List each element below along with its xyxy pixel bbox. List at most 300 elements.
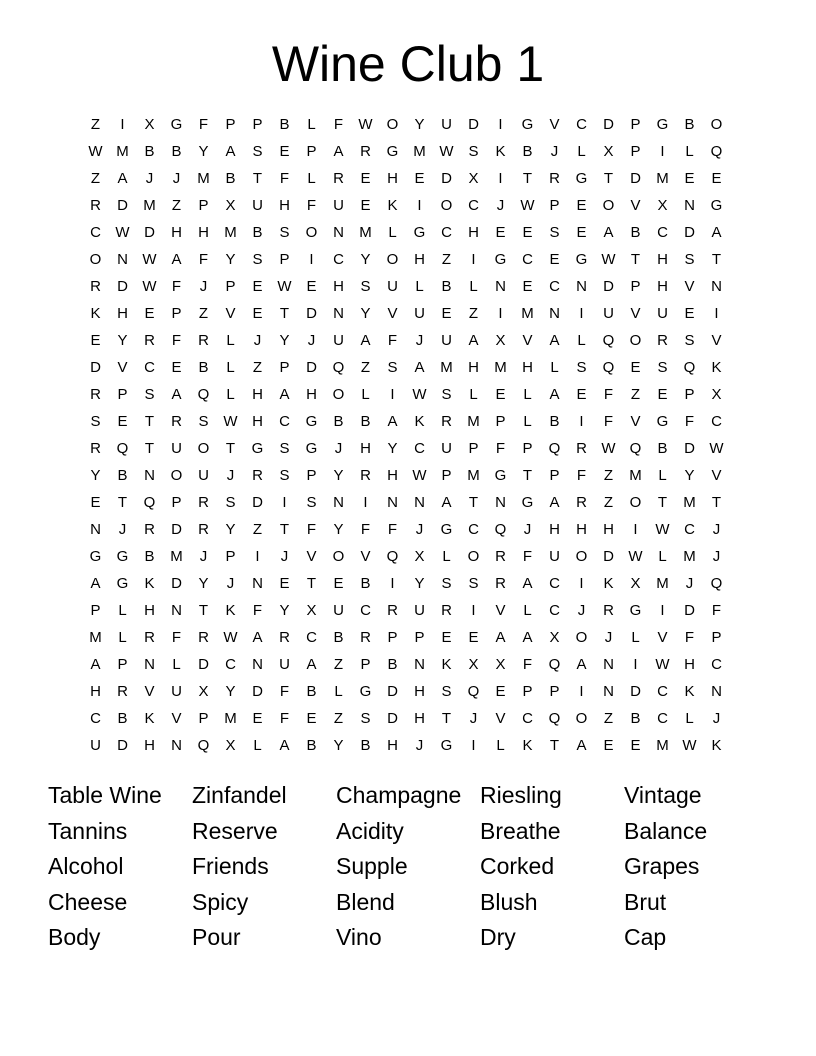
grid-letter: V — [495, 602, 506, 619]
grid-letter: E — [360, 197, 371, 214]
grid-letter: H — [90, 683, 101, 700]
grid-letter: W — [142, 251, 157, 268]
grid-letter: R — [171, 413, 182, 430]
grid-letter: N — [414, 656, 425, 673]
grid-letter: U — [252, 197, 263, 214]
grid-letter: L — [685, 710, 694, 727]
grid-letter: J — [307, 332, 316, 349]
grid-letter: F — [684, 629, 695, 646]
grid-letter: F — [171, 278, 182, 295]
grid-letter: E — [441, 629, 452, 646]
grid-letter: L — [307, 116, 316, 133]
grid-letter: B — [684, 116, 695, 133]
word-list-item: Table Wine — [48, 782, 162, 808]
grid-letter: I — [417, 197, 422, 214]
letter-grid — [82, 111, 730, 759]
grid-letter: E — [468, 629, 479, 646]
grid-letter: V — [711, 467, 722, 484]
grid-letter: H — [468, 359, 479, 376]
grid-letter: Q — [332, 359, 345, 376]
grid-letter: A — [495, 629, 506, 646]
grid-letter: K — [603, 575, 614, 592]
grid-letter: E — [522, 278, 533, 295]
page-title: Wine Club 1 — [271, 36, 545, 92]
grid-letter: B — [198, 359, 209, 376]
grid-letter: I — [282, 494, 287, 511]
grid-letter: P — [225, 278, 236, 295]
grid-letter: E — [279, 575, 290, 592]
grid-letter: Q — [629, 440, 642, 457]
grid-letter: I — [579, 305, 584, 322]
grid-letter: G — [413, 224, 426, 241]
grid-letter: C — [522, 251, 533, 268]
grid-letter: U — [171, 440, 182, 457]
grid-letter: V — [630, 305, 641, 322]
grid-letter: K — [90, 305, 101, 322]
grid-letter: H — [549, 521, 560, 538]
word-list-item: Spicy — [192, 888, 249, 915]
grid-letter: O — [332, 548, 345, 565]
grid-letter: J — [415, 332, 424, 349]
grid-letter: V — [171, 710, 182, 727]
grid-letter: Z — [90, 170, 101, 187]
grid-letter: P — [306, 143, 317, 160]
grid-letter: C — [90, 224, 101, 241]
grid-letter: H — [468, 224, 479, 241]
word-list-item: Blush — [480, 888, 538, 915]
grid-letter: W — [520, 197, 535, 214]
grid-letter: M — [683, 548, 696, 565]
grid-letter: T — [522, 467, 533, 484]
grid-letter: G — [629, 602, 642, 619]
grid-letter: A — [360, 332, 371, 349]
grid-letter: M — [440, 359, 453, 376]
grid-letter: I — [498, 305, 503, 322]
grid-letter: J — [523, 521, 532, 538]
grid-letter: L — [469, 278, 478, 295]
grid-letter: R — [333, 170, 344, 187]
word-list-item: Champagne — [336, 782, 462, 808]
grid-letter: Y — [279, 332, 290, 349]
grid-letter: D — [252, 494, 263, 511]
grid-letter: H — [198, 224, 209, 241]
grid-letter: L — [658, 467, 667, 484]
grid-letter: F — [603, 413, 614, 430]
grid-letter: Z — [441, 251, 452, 268]
grid-letter: P — [171, 305, 182, 322]
grid-letter: S — [576, 359, 587, 376]
grid-letter: C — [576, 116, 587, 133]
grid-letter: U — [279, 656, 290, 673]
grid-letter: L — [577, 143, 586, 160]
grid-letter: M — [224, 224, 237, 241]
grid-letter: G — [305, 413, 318, 430]
grid-letter: U — [441, 440, 452, 457]
grid-letter: F — [198, 251, 209, 268]
grid-letter: A — [441, 494, 452, 511]
grid-letter: J — [226, 467, 235, 484]
grid-letter: N — [549, 305, 560, 322]
grid-letter: H — [684, 656, 695, 673]
grid-letter: C — [225, 656, 236, 673]
grid-letter: I — [471, 251, 476, 268]
grid-letter: R — [90, 440, 101, 457]
grid-letter: I — [255, 548, 260, 565]
grid-letter: U — [333, 332, 344, 349]
grid-letter: C — [306, 629, 317, 646]
grid-letter: M — [467, 413, 480, 430]
grid-letter: Y — [198, 143, 209, 160]
word-list-item: Grapes — [624, 853, 700, 879]
word-list-item: Brut — [624, 888, 667, 915]
grid-letter: N — [684, 197, 695, 214]
grid-letter: N — [711, 278, 722, 295]
grid-letter: A — [306, 656, 317, 673]
grid-letter: A — [225, 143, 236, 160]
grid-letter: M — [224, 710, 237, 727]
grid-letter: Z — [90, 116, 101, 133]
grid-letter: Y — [225, 251, 236, 268]
grid-letter: I — [471, 602, 476, 619]
grid-letter: L — [118, 629, 127, 646]
grid-letter: D — [117, 737, 128, 754]
grid-letter: E — [306, 278, 317, 295]
grid-letter: C — [711, 413, 722, 430]
grid-letter: E — [630, 737, 641, 754]
grid-letter: E — [414, 170, 425, 187]
grid-letter: N — [495, 494, 506, 511]
grid-letter: K — [441, 656, 452, 673]
grid-letter: K — [711, 737, 722, 754]
grid-letter: K — [495, 143, 506, 160]
grid-letter: S — [198, 413, 209, 430]
grid-letter: H — [306, 386, 317, 403]
grid-letter: J — [415, 737, 424, 754]
grid-letter: Z — [603, 467, 614, 484]
grid-letter: Y — [225, 683, 236, 700]
grid-letter: B — [630, 710, 641, 727]
grid-letter: Q — [467, 683, 480, 700]
grid-letter: T — [549, 737, 560, 754]
grid-letter: P — [90, 602, 101, 619]
grid-letter: F — [495, 440, 506, 457]
grid-letter: F — [333, 116, 344, 133]
grid-letter: L — [388, 224, 397, 241]
grid-letter: I — [660, 143, 665, 160]
grid-letter: N — [333, 224, 344, 241]
grid-letter: W — [88, 143, 103, 160]
grid-letter: H — [414, 683, 425, 700]
grid-letter: M — [521, 305, 534, 322]
grid-letter: R — [252, 467, 263, 484]
grid-letter: A — [90, 656, 101, 673]
grid-letter: T — [522, 170, 533, 187]
grid-letter: V — [225, 305, 236, 322]
grid-letter: Q — [548, 440, 561, 457]
grid-letter: C — [549, 575, 560, 592]
grid-letter: M — [89, 629, 102, 646]
grid-letter: E — [495, 386, 506, 403]
grid-letter: E — [495, 683, 506, 700]
grid-letter: W — [709, 440, 724, 457]
grid-letter: L — [523, 386, 532, 403]
grid-letter: P — [522, 440, 533, 457]
grid-letter: E — [630, 359, 641, 376]
grid-letter: T — [144, 440, 155, 457]
grid-letter: U — [657, 305, 668, 322]
grid-letter: A — [549, 386, 560, 403]
grid-letter: B — [144, 143, 155, 160]
grid-letter: Z — [252, 359, 263, 376]
grid-letter: C — [468, 197, 479, 214]
grid-letter: N — [252, 656, 263, 673]
grid-letter: M — [170, 548, 183, 565]
grid-letter: E — [90, 332, 101, 349]
grid-letter: L — [172, 656, 181, 673]
grid-letter: I — [363, 494, 368, 511]
grid-letter: N — [144, 656, 155, 673]
grid-letter: N — [387, 494, 398, 511]
grid-letter: Q — [602, 332, 615, 349]
grid-letter: B — [279, 116, 290, 133]
grid-letter: J — [712, 548, 721, 565]
grid-letter: X — [603, 143, 614, 160]
grid-letter: C — [468, 521, 479, 538]
grid-letter: V — [360, 548, 371, 565]
grid-letter: U — [90, 737, 101, 754]
grid-letter: V — [657, 629, 668, 646]
grid-letter: A — [90, 575, 101, 592]
grid-letter: D — [306, 359, 317, 376]
grid-letter: V — [630, 413, 641, 430]
grid-letter: Z — [252, 521, 263, 538]
grid-letter: R — [576, 440, 587, 457]
grid-letter: J — [712, 521, 721, 538]
grid-letter: E — [603, 737, 614, 754]
grid-letter: G — [710, 197, 723, 214]
grid-letter: D — [684, 224, 695, 241]
grid-letter: D — [603, 116, 614, 133]
grid-letter: H — [144, 602, 155, 619]
grid-letter: J — [145, 170, 154, 187]
grid-letter: I — [579, 575, 584, 592]
grid-letter: V — [630, 197, 641, 214]
grid-letter: R — [495, 548, 506, 565]
grid-letter: H — [279, 197, 290, 214]
grid-letter: R — [90, 386, 101, 403]
grid-letter: Z — [630, 386, 641, 403]
grid-letter: M — [494, 359, 507, 376]
grid-letter: F — [576, 467, 587, 484]
grid-letter: B — [333, 629, 344, 646]
grid-letter: T — [252, 170, 263, 187]
grid-letter: W — [412, 386, 427, 403]
grid-letter: A — [279, 386, 290, 403]
grid-letter: V — [387, 305, 398, 322]
grid-letter: L — [631, 629, 640, 646]
grid-letter: U — [441, 332, 452, 349]
grid-letter: Y — [684, 467, 695, 484]
grid-letter: D — [90, 359, 101, 376]
grid-letter: G — [440, 521, 453, 538]
grid-letter: E — [117, 413, 128, 430]
grid-letter: Q — [143, 494, 156, 511]
grid-letter: J — [280, 548, 289, 565]
grid-letter: W — [277, 278, 292, 295]
grid-letter: O — [467, 548, 480, 565]
grid-letter: D — [198, 656, 209, 673]
grid-letter: P — [279, 251, 290, 268]
grid-letter: C — [549, 602, 560, 619]
grid-letter: C — [549, 278, 560, 295]
grid-letter: N — [171, 737, 182, 754]
grid-letter: G — [494, 251, 507, 268]
grid-letter: E — [522, 224, 533, 241]
grid-letter: H — [414, 251, 425, 268]
grid-letter: B — [117, 710, 128, 727]
grid-letter: H — [657, 251, 668, 268]
grid-letter: P — [630, 143, 641, 160]
grid-letter: O — [440, 197, 453, 214]
word-list-item: Cheese — [48, 888, 128, 915]
grid-letter: G — [575, 170, 588, 187]
word-list-item: Body — [48, 924, 101, 950]
grid-letter: E — [252, 305, 263, 322]
grid-letter: W — [223, 629, 238, 646]
grid-letter: A — [711, 224, 722, 241]
grid-letter: B — [657, 440, 668, 457]
grid-letter: D — [171, 575, 182, 592]
grid-letter: F — [387, 521, 398, 538]
grid-letter: Y — [360, 305, 371, 322]
grid-letter: J — [496, 197, 505, 214]
grid-letter: Y — [225, 521, 236, 538]
grid-letter: E — [657, 386, 668, 403]
grid-letter: B — [360, 413, 371, 430]
grid-letter: J — [415, 521, 424, 538]
grid-letter: L — [415, 278, 424, 295]
grid-letter: S — [684, 251, 695, 268]
grid-letter: I — [579, 413, 584, 430]
grid-letter: P — [117, 656, 128, 673]
grid-letter: R — [144, 521, 155, 538]
grid-letter: C — [144, 359, 155, 376]
grid-letter: F — [306, 197, 317, 214]
grid-letter: P — [549, 197, 560, 214]
grid-letter: S — [441, 575, 452, 592]
grid-letter: T — [711, 251, 722, 268]
word-list-item: Pour — [192, 924, 241, 950]
grid-letter: N — [603, 656, 614, 673]
grid-letter: C — [333, 251, 344, 268]
grid-letter: I — [498, 170, 503, 187]
grid-letter: S — [549, 224, 560, 241]
grid-letter: B — [306, 683, 317, 700]
grid-letter: H — [522, 359, 533, 376]
grid-letter: Y — [414, 116, 425, 133]
grid-letter: A — [414, 359, 425, 376]
grid-letter: Q — [683, 359, 696, 376]
grid-letter: N — [576, 278, 587, 295]
grid-letter: T — [603, 170, 614, 187]
grid-letter: S — [360, 278, 371, 295]
grid-letter: S — [252, 143, 263, 160]
grid-letter: A — [117, 170, 128, 187]
grid-letter: O — [575, 629, 588, 646]
grid-letter: O — [386, 116, 399, 133]
word-list-item: Cap — [624, 924, 667, 950]
grid-letter: P — [414, 629, 425, 646]
grid-letter: J — [199, 548, 208, 565]
grid-letter: G — [521, 116, 534, 133]
grid-letter: W — [142, 278, 157, 295]
grid-letter: T — [225, 440, 236, 457]
grid-letter: N — [90, 521, 101, 538]
grid-letter: C — [414, 440, 425, 457]
grid-letter: D — [387, 683, 398, 700]
word-list-item: Breathe — [480, 817, 561, 844]
grid-letter: T — [306, 575, 317, 592]
grid-letter: K — [414, 413, 425, 430]
grid-letter: M — [116, 143, 129, 160]
grid-letter: C — [657, 224, 668, 241]
grid-letter: E — [495, 224, 506, 241]
grid-letter: I — [660, 602, 665, 619]
grid-letter: E — [279, 143, 290, 160]
grid-letter: E — [684, 170, 695, 187]
grid-letter: X — [549, 629, 560, 646]
grid-letter: R — [90, 278, 101, 295]
grid-letter: J — [604, 629, 613, 646]
grid-letter: R — [657, 332, 668, 349]
grid-letter: A — [333, 143, 344, 160]
grid-letter: J — [253, 332, 262, 349]
grid-letter: U — [333, 197, 344, 214]
grid-letter: C — [522, 710, 533, 727]
grid-letter: I — [633, 521, 638, 538]
grid-letter: X — [711, 386, 722, 403]
grid-letter: U — [603, 305, 614, 322]
grid-letter: E — [333, 575, 344, 592]
grid-letter: W — [223, 413, 238, 430]
grid-letter: D — [387, 710, 398, 727]
grid-letter: K — [711, 359, 722, 376]
word-list-item: Vintage — [624, 782, 702, 808]
grid-letter: I — [633, 656, 638, 673]
grid-letter: B — [117, 467, 128, 484]
grid-letter: D — [603, 278, 614, 295]
grid-letter: M — [629, 467, 642, 484]
grid-letter: E — [711, 170, 722, 187]
grid-letter: U — [414, 602, 425, 619]
grid-letter: I — [309, 251, 314, 268]
grid-letter: L — [523, 602, 532, 619]
grid-letter: T — [657, 494, 668, 511]
grid-letter: R — [198, 494, 209, 511]
grid-letter: R — [198, 521, 209, 538]
grid-letter: L — [226, 332, 235, 349]
grid-letter: Q — [197, 386, 210, 403]
grid-letter: B — [144, 548, 155, 565]
grid-letter: V — [522, 332, 533, 349]
grid-letter: Q — [548, 710, 561, 727]
grid-letter: D — [684, 602, 695, 619]
grid-letter: D — [630, 683, 641, 700]
word-list — [48, 778, 768, 956]
grid-letter: U — [549, 548, 560, 565]
grid-letter: B — [306, 737, 317, 754]
grid-letter: E — [252, 278, 263, 295]
